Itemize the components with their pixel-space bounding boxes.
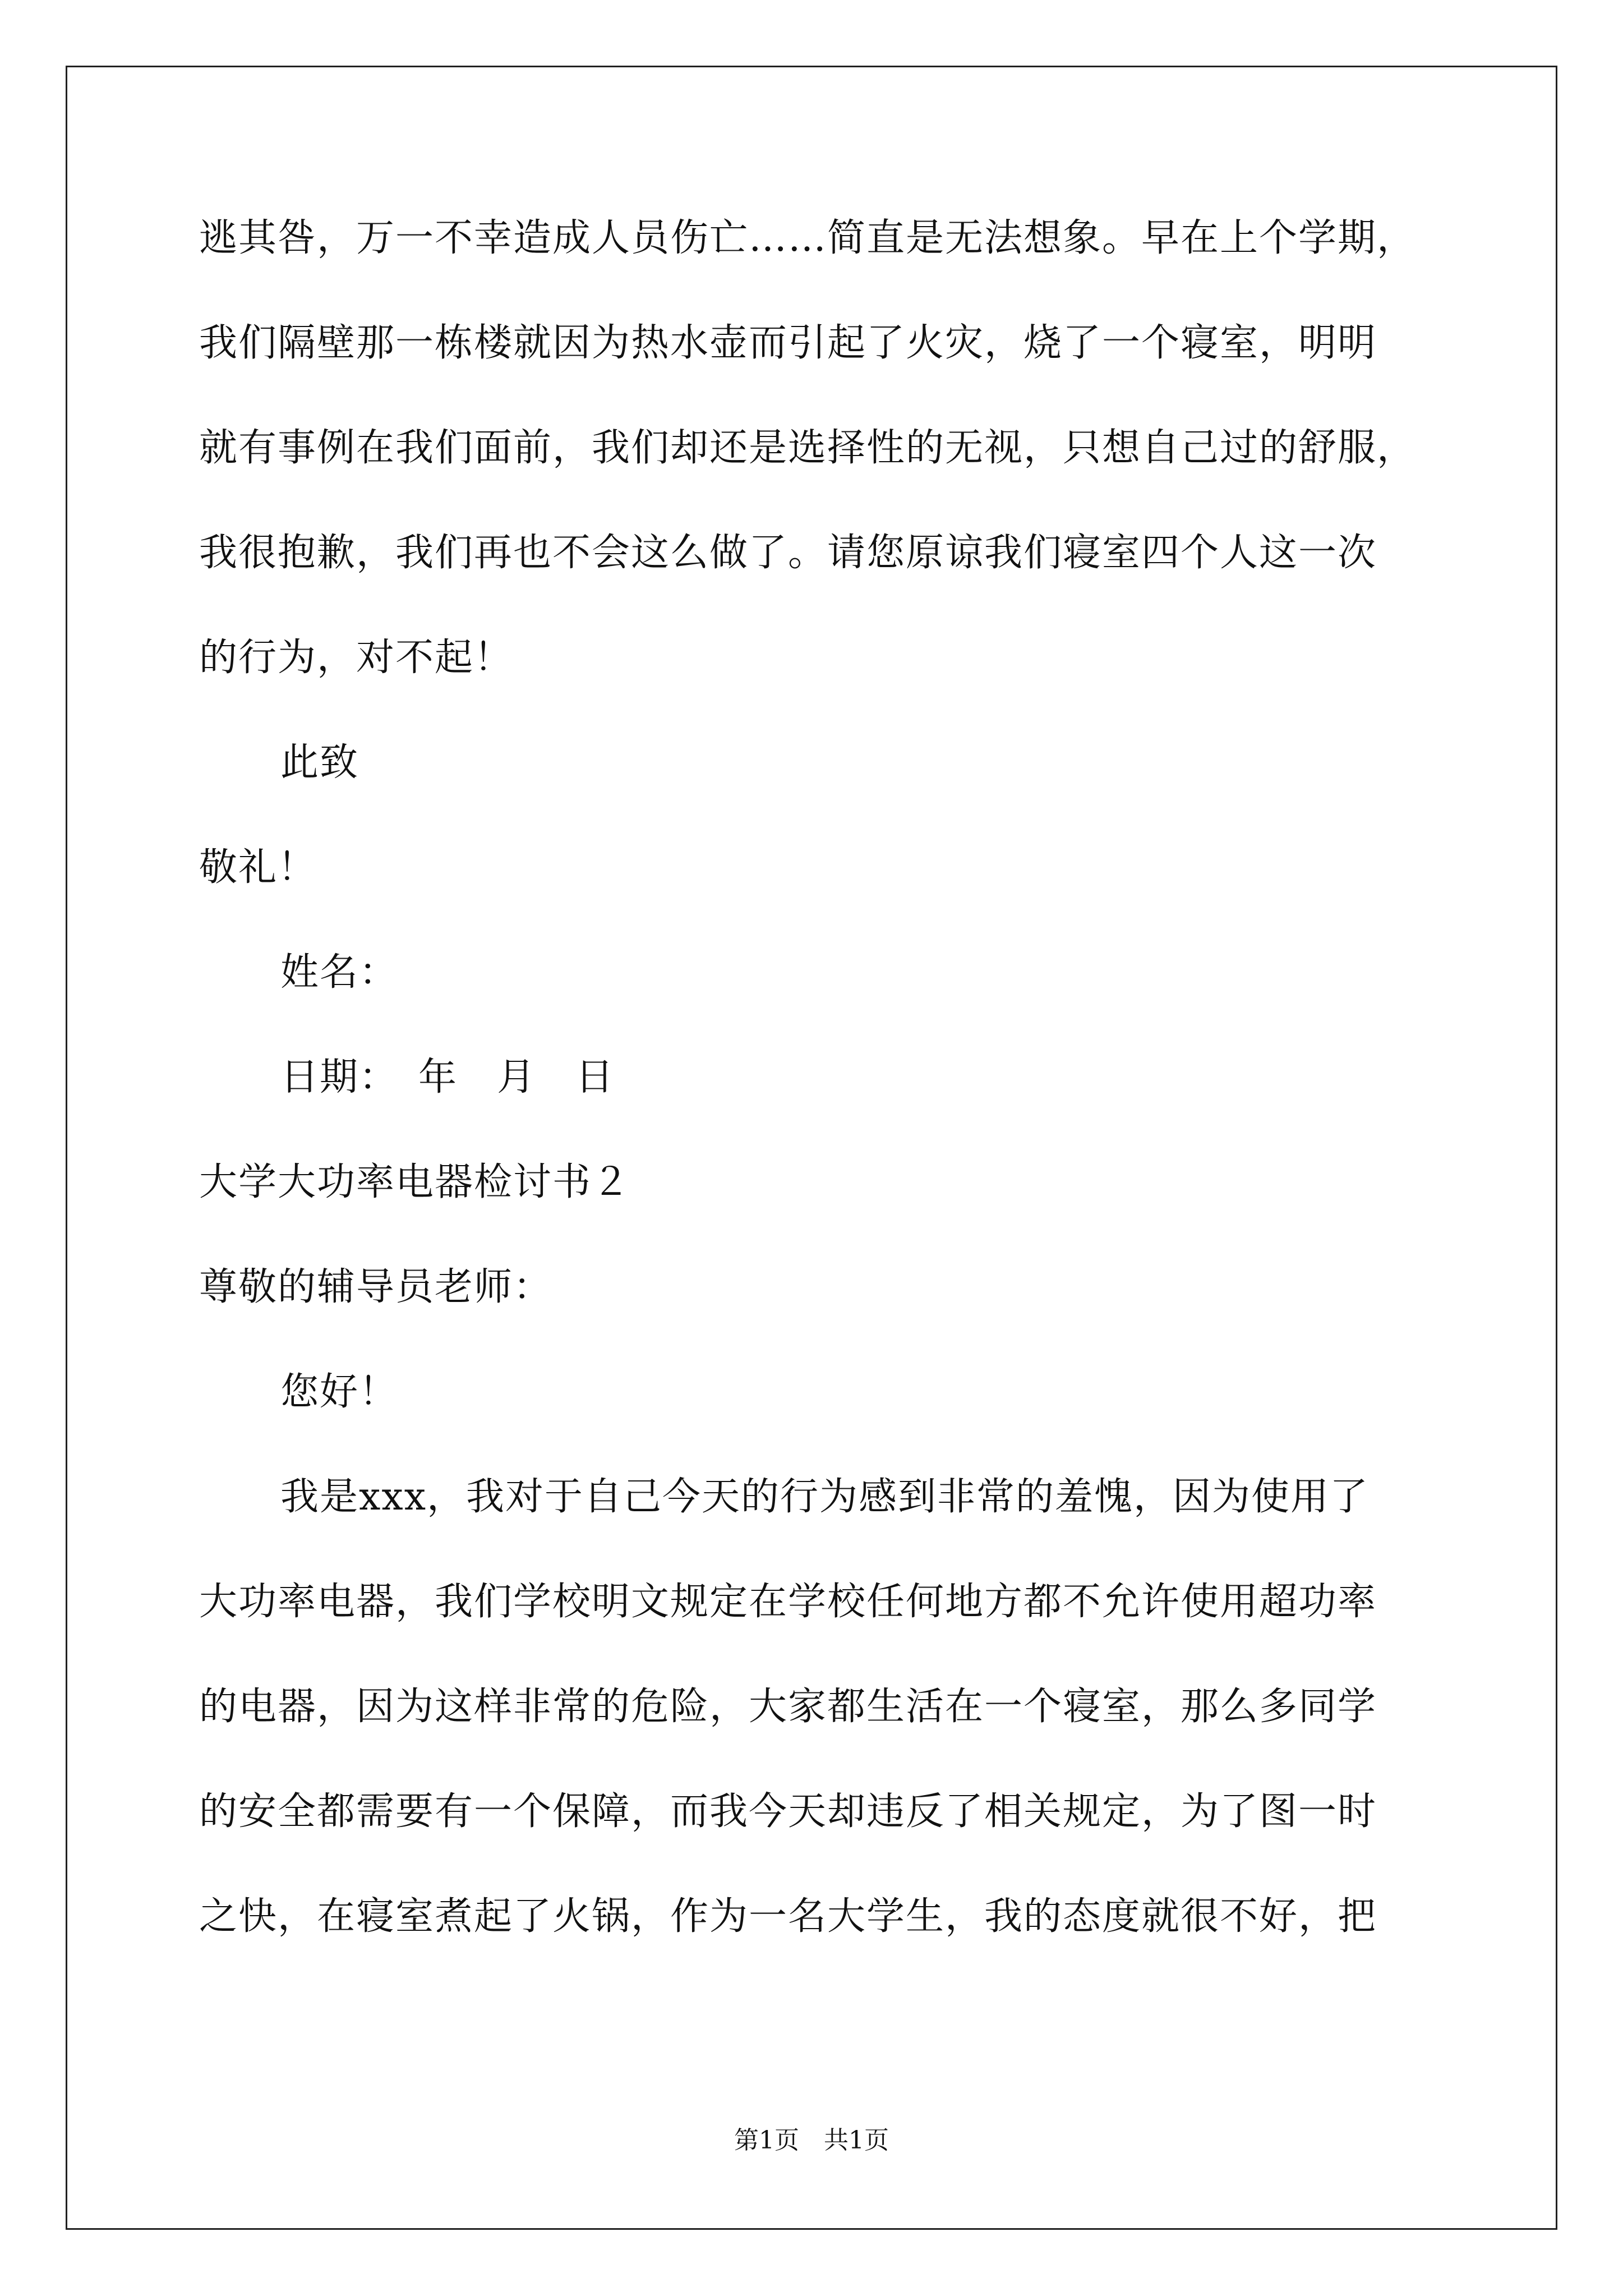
greeting-recipient: 尊敬的辅导员老师： — [199, 1265, 553, 1309]
body-line-8: 的电器，因为这样非常的危险，大家都生活在一个寝室，那么多同学 — [199, 1685, 1377, 1729]
page-footer: 第1页 共1页 — [734, 2126, 889, 2155]
body-line-2: 我们隔壁那一栋楼就因为热水壶而引起了火灾，烧了一个寝室，明明 — [199, 321, 1377, 365]
greeting: 您好！ — [280, 1370, 399, 1414]
closing-regards: 敬礼！ — [199, 845, 317, 890]
body-line-7: 大功率电器，我们学校明文规定在学校任何地方都不允许使用超功率 — [199, 1580, 1377, 1624]
section-title: 大学大功率电器检讨书２ — [199, 1160, 631, 1204]
body-line-3: 就有事例在我们面前，我们却还是选择性的无视，只想自己过的舒服， — [199, 426, 1417, 470]
body-line-5: 的行为，对不起！ — [199, 636, 514, 680]
body-line-9: 的安全都需要有一个保障，而我今天却违反了相关规定，为了图一时 — [199, 1789, 1377, 1834]
signature-name-line: 姓名： — [280, 950, 399, 995]
closing-salutation: 此致 — [280, 740, 359, 785]
signature-date-line: 日期： 年 月 日 — [280, 1055, 615, 1099]
body-line-1: 逃其咎，万一不幸造成人员伤亡……简直是无法想象。早在上个学期， — [199, 216, 1417, 260]
body-line-4: 我很抱歉，我们再也不会这么做了。请您原谅我们寝室四个人这一次 — [199, 531, 1377, 575]
body-line-10: 之快，在寝室煮起了火锅，作为一名大学生，我的态度就很不好，把 — [199, 1894, 1377, 1939]
body-line-6: 我是xxx，我对于自己今天的行为感到非常的羞愧，因为使用了 — [280, 1475, 1370, 1519]
